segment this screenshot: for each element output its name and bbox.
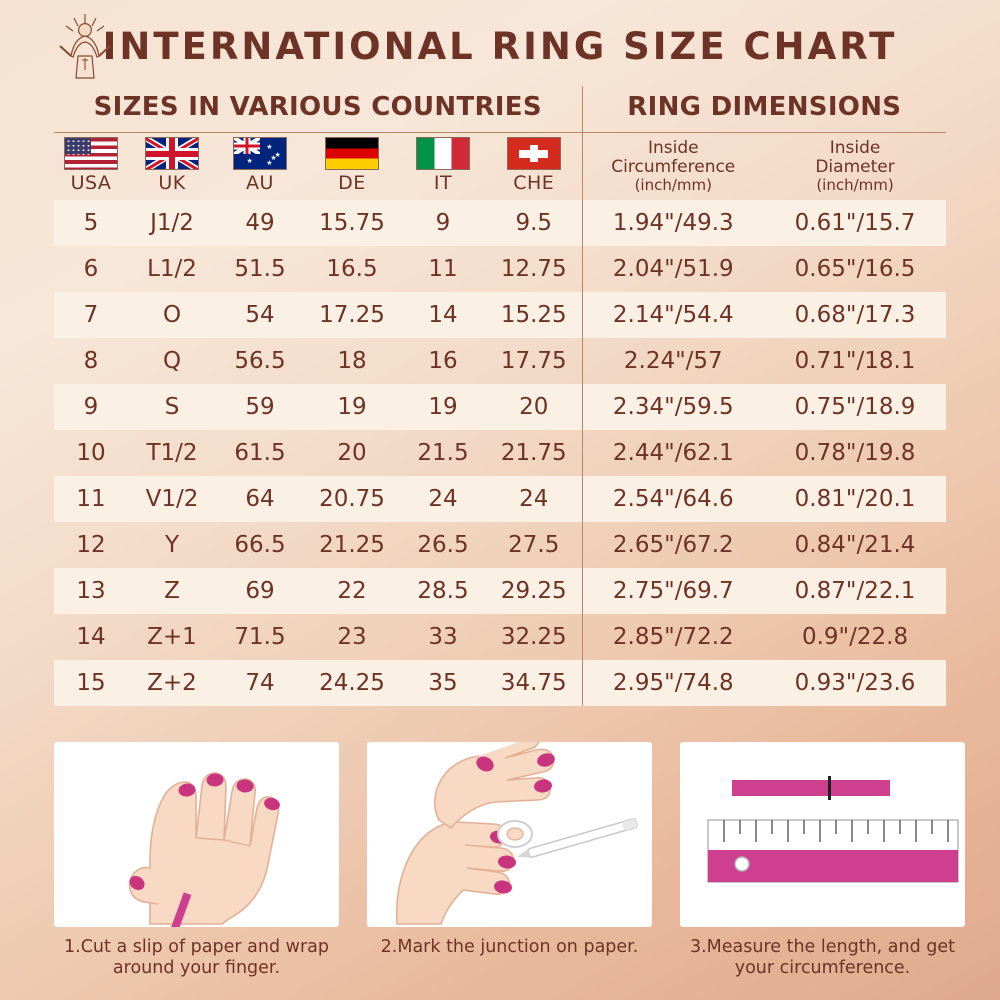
cell-uk: Q [162, 348, 182, 374]
table-group-header-row [54, 86, 946, 133]
cell-che: 27.5 [486, 522, 582, 568]
instruction-step-2 [367, 742, 652, 978]
cell-diameter: 0.93"/23.6 [764, 660, 946, 706]
group-header-dimensions: RING DIMENSIONS [582, 86, 946, 133]
column-header-inside-circumference: Inside Circumference (inch/mm) [611, 138, 736, 195]
cell-uk: V1/2 [128, 476, 216, 522]
table-row [54, 660, 946, 706]
flag-it-icon [416, 137, 470, 170]
cell-diameter: 0.68"/17.3 [764, 292, 946, 338]
cell-de: 20 [337, 440, 367, 466]
cell-che: 15.25 [486, 292, 582, 338]
cell-circumference: 2.54"/64.6 [582, 476, 764, 522]
cell-circumference: 2.85"/72.2 [612, 624, 734, 650]
instruction-caption-1: 1.Cut a slip of paper and wrap around your finger. [64, 937, 329, 978]
flag-de-icon [325, 137, 379, 170]
hands-marking-paper-with-pen-illustration [367, 742, 652, 927]
cell-che: 9.5 [486, 200, 582, 246]
cell-che: 29.25 [486, 568, 582, 614]
cell-au: 61.5 [234, 440, 286, 466]
cell-circumference: 2.14"/54.4 [582, 292, 764, 338]
cell-che: 20 [486, 384, 582, 430]
ring-size-table [54, 86, 946, 706]
group-header-countries: SIZES IN VARIOUS COUNTRIES [54, 86, 582, 133]
cell-au: 49 [216, 200, 304, 246]
cell-che: 34.75 [486, 660, 582, 706]
cell-uk: T1/2 [146, 440, 198, 466]
cell-au: 69 [216, 568, 304, 614]
cell-usa: 9 [54, 384, 128, 430]
table-row [54, 430, 946, 476]
cell-diameter: 0.87"/22.1 [764, 568, 946, 614]
cell-circumference: 2.44"/62.1 [612, 440, 734, 466]
cell-che: 24 [486, 476, 582, 522]
cell-usa: 6 [83, 256, 99, 282]
cell-uk: O [128, 292, 216, 338]
cell-au: 71.5 [234, 624, 286, 650]
ruler-measuring-paper-strip-illustration [680, 742, 965, 927]
cell-de: 18 [337, 348, 367, 374]
cell-diameter: 0.78"/19.8 [794, 440, 916, 466]
page-title: INTERNATIONAL RING SIZE CHART [102, 24, 898, 68]
country-code-usa: USA [70, 172, 112, 194]
table-row [54, 200, 946, 246]
country-code-che: CHE [513, 172, 555, 194]
cell-it: 35 [400, 660, 486, 706]
cell-au: 51.5 [234, 256, 286, 282]
instruction-caption-3: 3.Measure the length, and get your circumference. [689, 937, 956, 978]
country-code-au: AU [246, 172, 274, 194]
cell-circumference: 1.94"/49.3 [582, 200, 764, 246]
cell-diameter: 0.75"/18.9 [764, 384, 946, 430]
cell-uk: Z [128, 568, 216, 614]
cell-it: 14 [400, 292, 486, 338]
country-code-uk: UK [158, 172, 186, 194]
flag-che-icon [507, 137, 561, 170]
cell-che: 12.75 [486, 246, 582, 292]
instruction-caption-2: 2.Mark the junction on paper. [380, 937, 639, 957]
cell-it: 16 [428, 348, 458, 374]
cell-de: 15.75 [304, 200, 400, 246]
table-row [54, 246, 946, 292]
page-header [0, 8, 1000, 84]
cell-au: 56.5 [234, 348, 286, 374]
cell-usa: 15 [54, 660, 128, 706]
jesus-figure-logo-icon [52, 12, 118, 80]
cell-usa: 5 [54, 200, 128, 246]
instruction-step-3 [680, 742, 965, 978]
cell-de: 24.25 [304, 660, 400, 706]
cell-uk: Z+2 [128, 660, 216, 706]
cell-usa: 10 [76, 440, 106, 466]
cell-it: 11 [428, 256, 458, 282]
cell-circumference: 2.04"/51.9 [612, 256, 734, 282]
hand-with-paper-strip-illustration [54, 742, 339, 927]
cell-it: 19 [400, 384, 486, 430]
instruction-step-1 [54, 742, 339, 978]
cell-it: 24 [400, 476, 486, 522]
cell-che: 17.75 [486, 338, 582, 384]
cell-de: 21.25 [319, 532, 385, 558]
table-column-header-row [54, 133, 946, 201]
cell-au: 54 [216, 292, 304, 338]
flag-usa-icon [64, 137, 118, 170]
cell-de: 17.25 [304, 292, 400, 338]
cell-uk: S [128, 384, 216, 430]
flag-uk-icon [145, 137, 199, 170]
cell-it: 33 [428, 624, 458, 650]
table-row [54, 476, 946, 522]
cell-diameter: 0.71"/18.1 [794, 348, 916, 374]
cell-de: 22 [304, 568, 400, 614]
cell-che: 21.75 [486, 430, 582, 476]
country-code-it: IT [433, 172, 453, 194]
cell-uk: Y [164, 532, 180, 558]
column-header-usa [54, 133, 128, 201]
cell-usa: 12 [76, 532, 106, 558]
country-code-de: DE [338, 172, 366, 194]
cell-it: 26.5 [417, 532, 469, 558]
cell-usa: 11 [54, 476, 128, 522]
flag-au-icon: ★ ★ ★ ★ ★ [233, 137, 287, 170]
cell-it: 21.5 [417, 440, 469, 466]
table-row [54, 338, 946, 384]
cell-au: 64 [216, 476, 304, 522]
cell-circumference: 2.65"/67.2 [612, 532, 734, 558]
column-header-uk [128, 133, 216, 201]
table-row [54, 568, 946, 614]
cell-au: 66.5 [234, 532, 286, 558]
cell-de: 20.75 [304, 476, 400, 522]
cell-diameter: 0.65"/16.5 [794, 256, 916, 282]
cell-uk: Z+1 [147, 624, 197, 650]
column-header-it [400, 133, 486, 201]
table-row [54, 292, 946, 338]
column-header-inside-diameter: Inside Diameter (inch/mm) [815, 138, 895, 195]
cell-it: 28.5 [400, 568, 486, 614]
cell-circumference: 2.24"/57 [623, 348, 723, 374]
column-header-che [486, 133, 582, 201]
table-row [54, 384, 946, 430]
cell-de: 16.5 [326, 256, 378, 282]
cell-de: 23 [337, 624, 367, 650]
table-row [54, 614, 946, 660]
cell-it: 9 [400, 200, 486, 246]
cell-usa: 14 [76, 624, 106, 650]
column-header-au [216, 133, 304, 201]
cell-de: 19 [304, 384, 400, 430]
cell-diameter: 0.84"/21.4 [794, 532, 916, 558]
cell-au: 74 [216, 660, 304, 706]
cell-usa: 7 [54, 292, 128, 338]
cell-uk: J1/2 [128, 200, 216, 246]
column-header-de [304, 133, 400, 201]
table-row [54, 522, 946, 568]
cell-circumference: 2.95"/74.8 [582, 660, 764, 706]
size-table-wrap [54, 86, 946, 706]
cell-diameter: 0.81"/20.1 [764, 476, 946, 522]
cell-diameter: 0.9"/22.8 [801, 624, 909, 650]
cell-circumference: 2.34"/59.5 [582, 384, 764, 430]
cell-au: 59 [216, 384, 304, 430]
cell-che: 32.25 [486, 614, 582, 660]
instruction-cards [54, 742, 956, 978]
cell-uk: L1/2 [147, 256, 197, 282]
cell-usa: 8 [83, 348, 99, 374]
cell-diameter: 0.61"/15.7 [764, 200, 946, 246]
table-body [54, 200, 946, 706]
cell-circumference: 2.75"/69.7 [582, 568, 764, 614]
cell-usa: 13 [54, 568, 128, 614]
